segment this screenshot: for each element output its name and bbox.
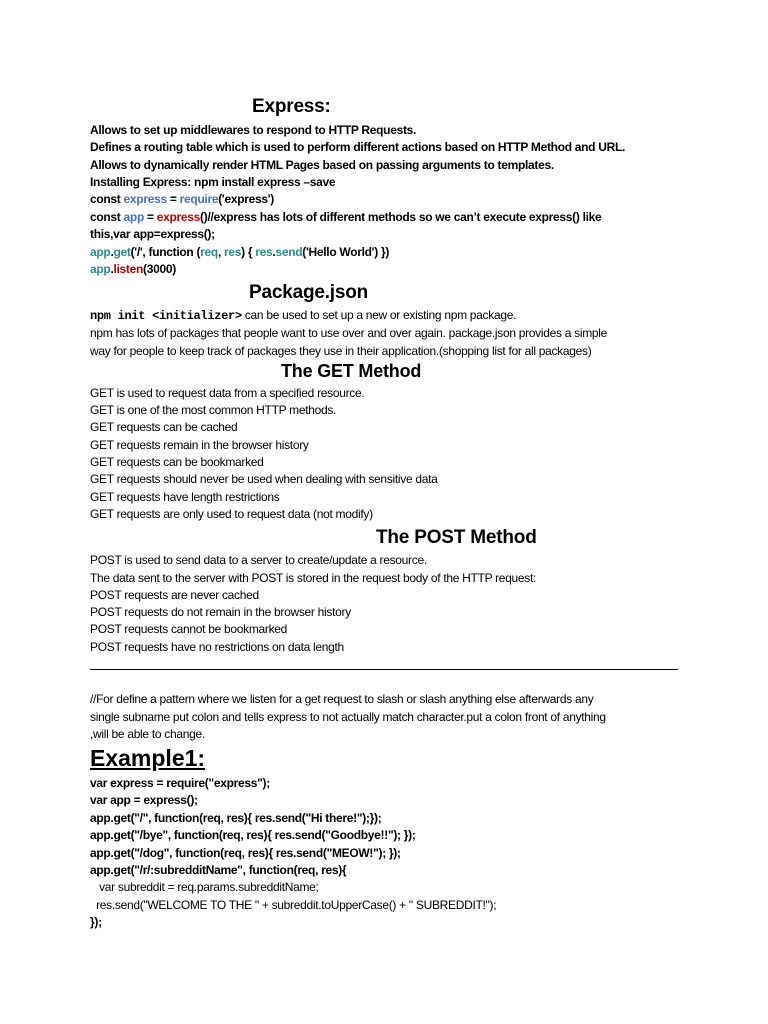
code-token: require <box>179 192 219 206</box>
express-line-4: Installing Express: npm install express –save <box>90 175 336 189</box>
express-line-1: Allows to set up middlewares to respond to HTTP Requests. <box>90 123 417 137</box>
code-token: app <box>90 245 111 259</box>
example1-title: Example1: <box>90 745 206 771</box>
post-line: POST is used to send data to a server to create/update a resource. <box>90 553 427 567</box>
post-line: POST requests cannot be bookmarked <box>90 622 288 636</box>
horizontal-divider <box>90 669 678 670</box>
code-token: listen <box>113 262 144 276</box>
example-code-line: app.get("/bye", function(req, res){ res.send("Goodbye!!"); }); <box>90 828 416 842</box>
post-line: POST requests are never cached <box>90 588 259 602</box>
get-line: GET requests can be bookmarked <box>90 455 264 469</box>
code-token: ('express') <box>218 192 274 206</box>
code-token: get <box>113 245 131 259</box>
package-json-title: Package.json <box>249 282 369 303</box>
get-line: GET is used to request data from a specified resource. <box>90 386 365 400</box>
code-token: res <box>224 245 242 259</box>
post-line: POST requests have no restrictions on data length <box>90 640 344 654</box>
code-token: . <box>110 245 114 259</box>
get-line: GET is one of the most common HTTP methods. <box>90 403 337 417</box>
code-token: . <box>110 262 114 276</box>
express-code-line-3: this,var app=express(); <box>90 227 215 241</box>
express-line-2: Defines a routing table which is used to perform different actions based on HTTP Method and URL. <box>90 140 626 154</box>
code-token: res <box>255 245 273 259</box>
express-code-line-5 <box>90 261 176 278</box>
express-title: Express: <box>252 96 331 117</box>
example-code-line: var subreddit = req.params.subredditName; <box>90 880 319 894</box>
code-token: , <box>217 245 225 259</box>
get-line: GET requests are only used to request data (not modify) <box>90 507 373 521</box>
code-token: req <box>200 245 218 259</box>
code-token: send <box>275 245 303 259</box>
code-token: = <box>143 210 157 224</box>
example-code-line: var app = express(); <box>90 793 198 807</box>
code-token: . <box>272 245 276 259</box>
express-code-line-4 <box>90 244 389 261</box>
post-line: The data sent to the server with POST is stored in the request body of the HTTP request: <box>90 571 537 585</box>
code-token: express <box>156 210 201 224</box>
get-line: GET requests remain in the browser history <box>90 438 309 452</box>
example-code-line: var express = require("express"); <box>90 776 270 790</box>
npm-init-command: npm init <initializer> <box>90 309 242 323</box>
package-json-line-2: way for people to keep track of packages they use in their application.(shopping list for all packages) <box>90 344 592 358</box>
comment-line: single subname put colon and tells express to not actually match character.put a colon front of anything <box>90 710 606 724</box>
code-token: app <box>123 210 144 224</box>
post-method-title: The POST Method <box>376 527 537 548</box>
example-code-line: }); <box>90 915 102 929</box>
post-line: POST requests do not remain in the browser history <box>90 605 351 619</box>
code-token: ) { <box>241 245 256 259</box>
comment-line: //For define a pattern where we listen for a get request to slash or slash anything else afterwards any <box>90 692 594 706</box>
get-line: GET requests should never be used when dealing with sensitive data <box>90 472 438 486</box>
example-code-line: app.get("/", function(req, res){ res.send("Hi there!");}); <box>90 811 382 825</box>
code-token: ('/', function ( <box>130 245 201 259</box>
code-token: ('Hello World') }) <box>302 245 390 259</box>
example-code-line: res.send("WELCOME TO THE " + subreddit.toUpperCase() + " SUBREDDIT!"); <box>90 898 497 912</box>
example-code-line: app.get("/dog", function(req, res){ res.send("MEOW!"); }); <box>90 846 401 860</box>
express-code-line-1 <box>90 191 274 208</box>
express-line-3: Allows to dynamically render HTML Pages based on passing arguments to templates. <box>90 158 554 172</box>
code-token: app <box>90 262 111 276</box>
code-token: (3000) <box>143 262 176 276</box>
get-line: GET requests have length restrictions <box>90 490 280 504</box>
npm-init-line <box>90 307 516 325</box>
get-method-title: The GET Method <box>281 361 422 381</box>
code-token: = <box>166 192 180 206</box>
code-token: const <box>90 210 124 224</box>
code-token: const <box>90 192 124 206</box>
comment-line: ,will be able to change. <box>90 727 205 741</box>
npm-init-description: can be used to set up a new or existing npm package. <box>241 308 517 322</box>
code-token: express <box>123 192 167 206</box>
express-code-line-2 <box>90 209 601 226</box>
package-json-line-1: npm has lots of packages that people want to use over and over again. package.json provides a simple <box>90 326 608 340</box>
code-token: ()//express has lots of different methods so we can’t execute express() like <box>200 210 602 224</box>
get-line: GET requests can be cached <box>90 420 238 434</box>
example-code-line: app.get("/r/:subredditName", function(req, res){ <box>90 863 347 877</box>
